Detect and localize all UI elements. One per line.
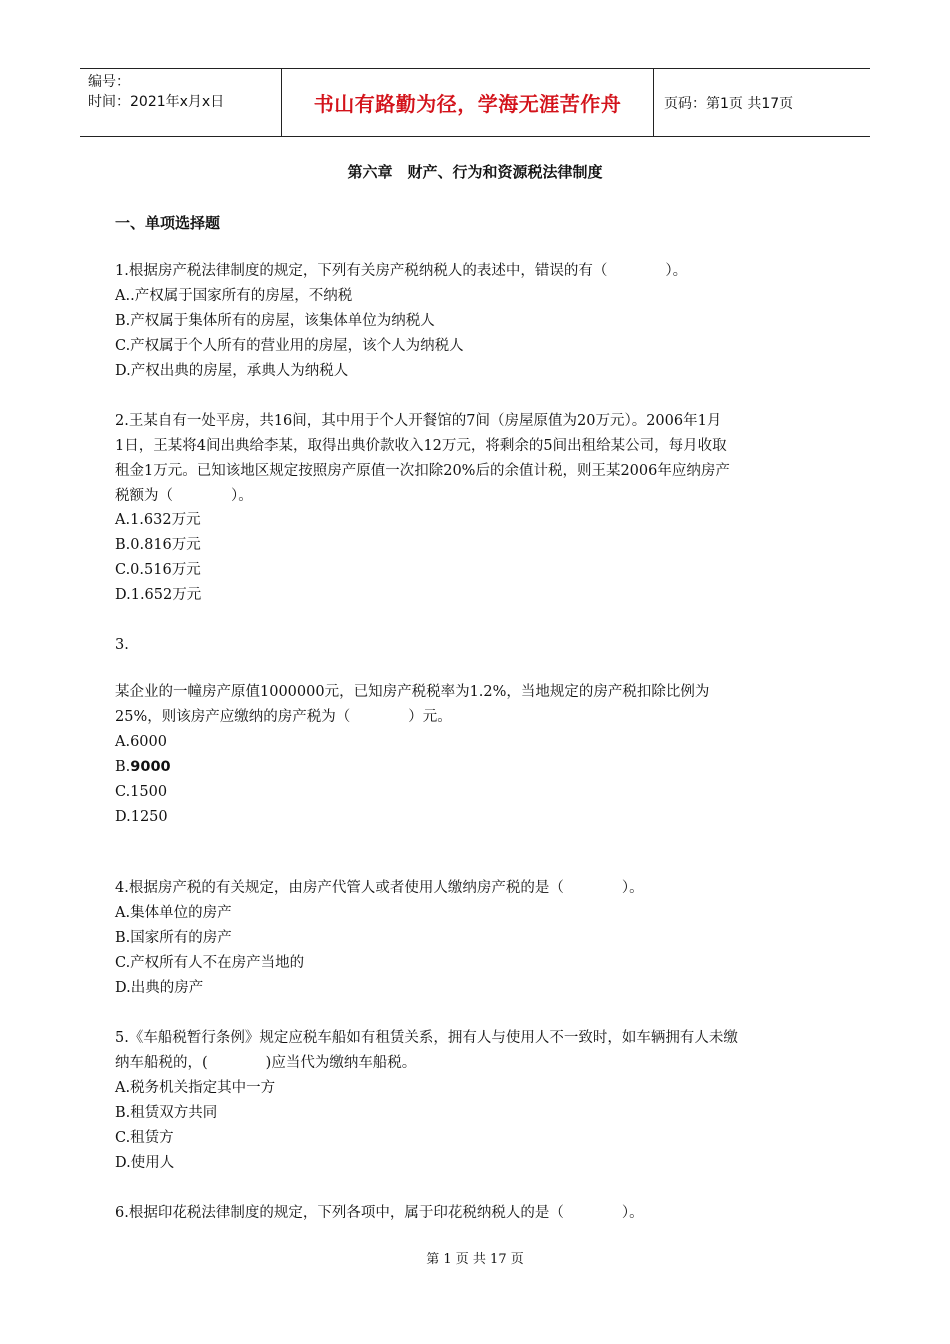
q3-option-b-prefix: B. [115, 759, 131, 775]
q2-stem-line-2: 1日，王某将4间出典给李某，取得出典价款收入12万元，将剩余的5间出租给某公司，每月收取 [115, 438, 727, 454]
q3-option-b-value: 9000 [130, 759, 171, 775]
q2-stem-line-1: 2.王某自有一处平房，共16间，其中用于个人开餐馆的7间（房屋原值为20万元）。2006年1月 [115, 413, 722, 429]
section-title: 一、单项选择题 [115, 214, 221, 232]
q3-option-d: D.1250 [115, 809, 168, 825]
page-header [80, 68, 870, 137]
q2-option-a: A.1.632万元 [115, 512, 201, 528]
q5-option-c: C.租赁方 [115, 1130, 174, 1146]
q2-option-d: D.1.652万元 [115, 587, 202, 603]
q3-option-c: C.1500 [115, 784, 168, 800]
q3-stem-line-2: 25%，则该房产应缴纳的房产税为（ ）元。 [115, 709, 452, 725]
q1-stem: 1.根据房产税法律制度的规定，下列有关房产税纳税人的表述中，错误的有（ ）。 [115, 263, 688, 279]
q3-option-b [115, 757, 171, 777]
q5-option-b: B.租赁双方共同 [115, 1105, 218, 1121]
q5-stem-line-2: 纳车船税的，( )应当代为缴纳车船税。 [115, 1055, 417, 1071]
q4-option-d: D.出典的房产 [115, 980, 204, 996]
q1-option-a: A..产权属于国家所有的房屋，不纳税 [115, 288, 353, 304]
q5-option-d: D.使用人 [115, 1155, 175, 1171]
page-footer: 第 1 页 共 17 页 [426, 1252, 524, 1267]
q2-option-c: C.0.516万元 [115, 562, 201, 578]
header-motto: 书山有路勤为径，学海无涯苦作舟 [282, 69, 654, 136]
q5-stem-line-1: 5.《车船税暂行条例》规定应税车船如有租赁关系，拥有人与使用人不一致时，如车辆拥有人未缴 [115, 1030, 738, 1046]
chapter-title: 第六章 财产、行为和资源税法律制度 [347, 163, 603, 181]
q3-number: 3. [115, 637, 129, 653]
q1-option-c: C.产权属于个人所有的营业用的房屋，该个人为纳税人 [115, 338, 464, 354]
code-label: 编号： [88, 74, 130, 90]
q3-stem-line-1: 某企业的一幢房产原值1000000元，已知房产税税率为1.2%，当地规定的房产税扣除比例为 [115, 684, 710, 700]
q2-option-b: B.0.816万元 [115, 537, 201, 553]
q1-option-d: D.产权出典的房屋，承典人为纳税人 [115, 363, 349, 379]
q1-option-b: B.产权属于集体所有的房屋，该集体单位为纳税人 [115, 313, 435, 329]
q4-stem: 4.根据房产税的有关规定，由房产代管人或者使用人缴纳房产税的是（ ）。 [115, 880, 644, 896]
q3-option-a: A.6000 [115, 734, 167, 750]
q2-stem-line-3: 租金1万元。已知该地区规定按照房产原值一次扣除20%后的余值计税，则王某2006年应纳房产 [115, 463, 730, 479]
time-label: 时间：2021年x月x日 [88, 94, 225, 110]
q4-option-c: C.产权所有人不在房产当地的 [115, 955, 305, 971]
q4-option-b: B.国家所有的房产 [115, 930, 232, 946]
header-meta [80, 69, 282, 136]
header-page-info: 页码：第1页 共17页 [664, 95, 794, 112]
q5-option-a: A.税务机关指定其中一方 [115, 1080, 276, 1096]
q4-option-a: A.集体单位的房产 [115, 905, 232, 921]
q2-stem-line-4: 税额为（ ）。 [115, 488, 253, 504]
q6-stem: 6.根据印花税法律制度的规定，下列各项中，属于印花税纳税人的是（ ）。 [115, 1205, 644, 1221]
